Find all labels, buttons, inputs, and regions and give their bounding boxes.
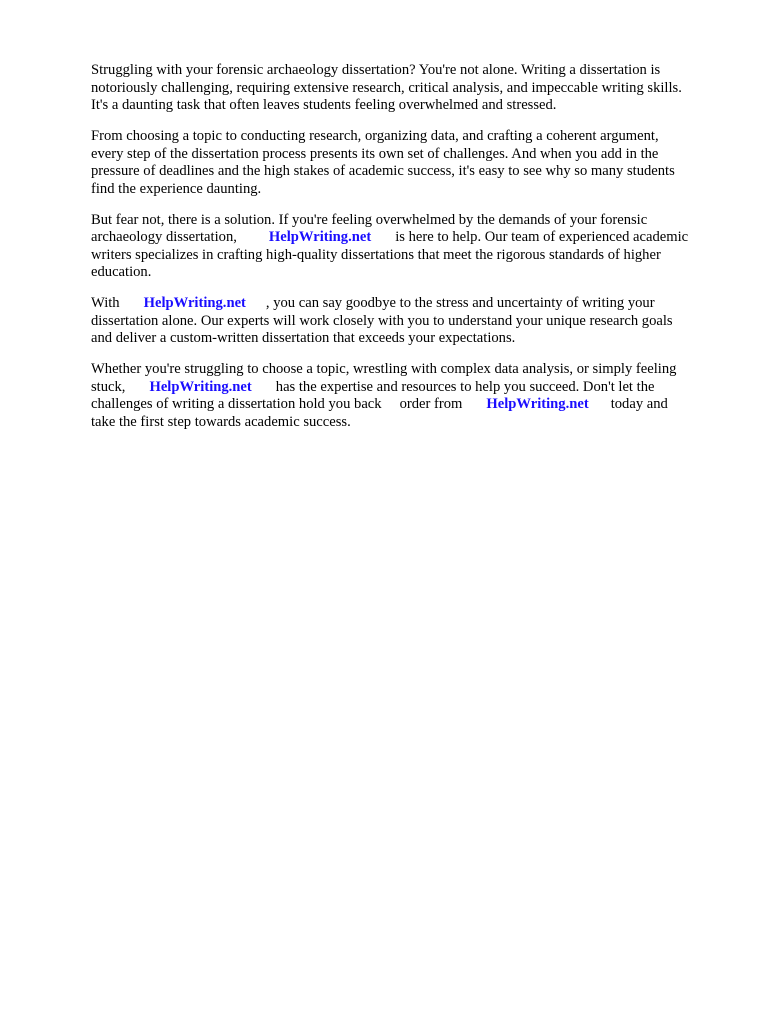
paragraph-line: education. bbox=[91, 264, 152, 280]
text-segment: archaeology dissertation, bbox=[91, 229, 237, 245]
text-segment: has the expertise and resources to help you succeed. Don't let the bbox=[275, 378, 655, 395]
helpwriting-link[interactable]: HelpWriting.net bbox=[486, 396, 589, 412]
text-segment: is here to help. Our team of experienced academic bbox=[395, 229, 689, 245]
paragraph-line: writers specializes in crafting high-quality dissertations that meet the rigorous standards of higher bbox=[91, 246, 661, 263]
text-segment: order from bbox=[399, 396, 463, 412]
paragraph-line: Struggling with your forensic archaeology dissertation? You're not alone. Writing a dissertation is bbox=[91, 62, 661, 78]
paragraph-line bbox=[91, 379, 731, 397]
paragraph-line: It's a daunting task that often leaves students feeling overwhelmed and stressed. bbox=[91, 97, 557, 113]
paragraph-line bbox=[91, 295, 731, 313]
paragraph-line: From choosing a topic to conducting research, organizing data, and crafting a coherent argument, bbox=[91, 128, 659, 144]
paragraph-line: every step of the dissertation process presents its own set of challenges. And when you add in the bbox=[91, 145, 659, 162]
helpwriting-link[interactable]: HelpWriting.net bbox=[268, 229, 372, 245]
text-segment: , you can say goodbye to the stress and uncertainty of writing your bbox=[265, 295, 655, 311]
helpwriting-link[interactable]: HelpWriting.net bbox=[149, 378, 252, 395]
text-segment: today and bbox=[610, 396, 668, 412]
paragraph-line: take the first step towards academic success. bbox=[91, 413, 351, 430]
paragraph-line bbox=[91, 229, 731, 247]
paragraph-3 bbox=[91, 212, 731, 282]
paragraph-line: notoriously challenging, requiring extensive research, critical analysis, and impeccable writing skills. bbox=[91, 79, 682, 96]
paragraph-line: Whether you're struggling to choose a topic, wrestling with complex data analysis, or simply feeling bbox=[91, 361, 677, 377]
paragraph-line: But fear not, there is a solution. If you're feeling overwhelmed by the demands of your forensic bbox=[91, 211, 648, 228]
helpwriting-link[interactable]: HelpWriting.net bbox=[143, 295, 246, 311]
text-segment: With bbox=[91, 295, 120, 311]
paragraph-1 bbox=[91, 62, 731, 115]
paragraph-4 bbox=[91, 295, 731, 348]
paragraph-line: find the experience daunting. bbox=[91, 180, 262, 197]
paragraph-line: and deliver a custom-written dissertation that exceeds your expectations. bbox=[91, 330, 516, 346]
document-body bbox=[91, 62, 731, 445]
paragraph-5 bbox=[91, 361, 731, 431]
paragraph-2 bbox=[91, 128, 731, 198]
paragraph-line: dissertation alone. Our experts will work closely with you to understand your unique research goals bbox=[91, 312, 673, 329]
text-segment: stuck, bbox=[91, 378, 126, 395]
paragraph-line: pressure of deadlines and the high stakes of academic success, it's easy to see why so many students bbox=[91, 163, 675, 179]
paragraph-line bbox=[91, 396, 731, 414]
text-segment: challenges of writing a dissertation hold you back bbox=[91, 396, 382, 412]
